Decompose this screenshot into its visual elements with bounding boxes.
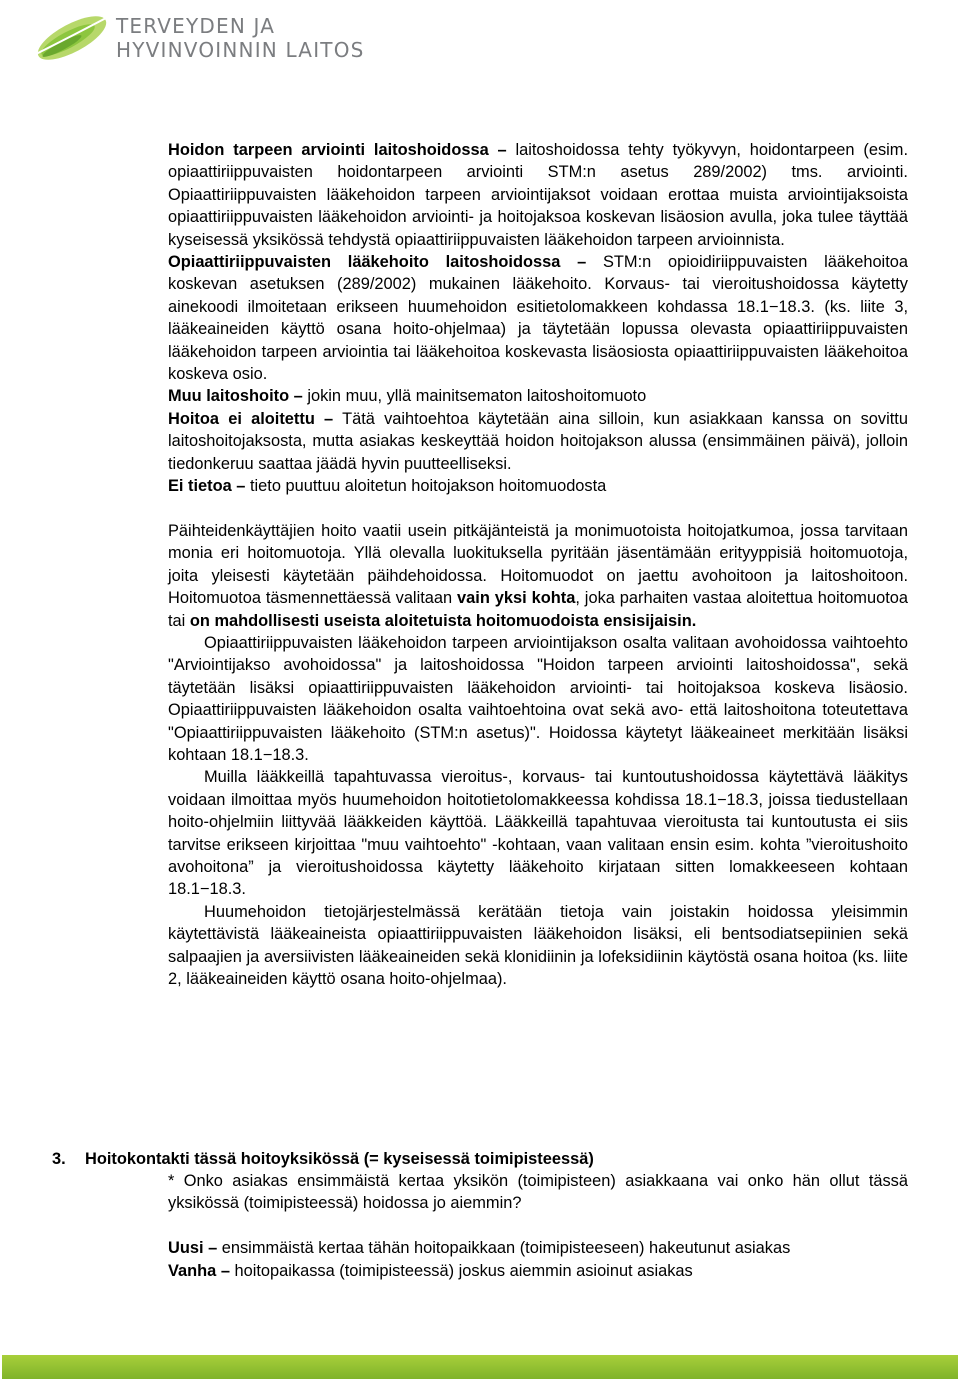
paragraph-huumehoidon-tietojarjestelma: Huumehoidon tietojärjestelmässä kerätään tietoja vain joistakin hoidossa yleisimmin käytettävistä lääkeaineista opiaattiriippuvaisten lääkehoidon lisäksi, eli bentsodiatsepiinien sekä salpaajien ja aversiivisten lääkeaineiden sekä klonidiinin ja lofeksidiinin käytöstä osana hoitoa (ks. liite 2, lääkeaineiden käyttö osana hoito-ohjelmaa). [168, 902, 908, 989]
section-question: * Onko asiakas ensimmäistä kertaa yksikön (toimipisteen) asiakkaana vai onko hän ollut tässä yksikössä (toimipisteessä) hoidossa jo aiemmin? [168, 1172, 908, 1213]
spacer [168, 498, 908, 520]
definition: ensimmäistä kertaa tähän hoitopaikkaan (toimipisteeseen) hakeutunut asiakas [217, 1239, 791, 1258]
paragraph-hoidon-tarpeen-arviointi [168, 139, 908, 251]
footer-bar [2, 1355, 958, 1379]
emphasis: vain yksi kohta [457, 589, 576, 608]
paragraph-paihteidenkayttajien-hoito [168, 520, 908, 632]
leaf-logo-icon [28, 4, 112, 64]
term: Hoitoa ei aloitettu – [168, 409, 334, 428]
definition: hoitopaikassa (toimipisteessä) joskus aiemmin asioinut asiakas [229, 1261, 693, 1280]
term: Ei tietoa – [168, 477, 246, 496]
section-number: 3. [52, 1150, 66, 1168]
term: Muu laitoshoito – [168, 387, 303, 406]
emphasis: on mahdollisesti useista aloitetuista hoitomuodoista ensisijaisin. [189, 611, 697, 630]
definition: laitoshoidossa tehty työkyvyn, hoidontarpeen (esim. opiaattiriippuvaisten hoidontarpeen arviointi STM:n asetus 289/2002) tms. arviointi. Opiaattiriippuvaisten lääkehoidon tarpeen arviointijaksot voidaan erottaa muista arviointijaksoista opiaattiriippuvaisten lääkehoidon arviointi- ja hoitojaksoa koskevan lisäosion avulla, joka tulee täyttää kyseisessä yksikössä tehdystä opiaattiriippuvaisten lääkehoidon tarpeen arvioinnista. [168, 141, 908, 249]
definition: STM:n opioidiriippuvaisten lääkehoitoa koskevan asetuksen (289/2002) mukainen lääkehoito. Korvaus- tai vieroitushoidossa käytetty ainekoodi ilmoitetaan erikseen huumehoidon esitietolomakkeen kohdassa 18.1−18.3. (ks. liite 3, lääkeaineiden käyttö osana hoito-ohjelmaa) ja täytetään lopussa olevasta opiaattiriippuvaisten lääkehoidon tarpeen arviointia tai lääkehoitoa koskevasta lisäosiosta opiaattiriippuvaisten lääkehoitoa koskeva osio. [168, 253, 908, 384]
thl-logo [28, 4, 428, 64]
spacer [168, 1215, 908, 1237]
definition: tieto puuttuu aloitetun hoitojakson hoitomuodosta [245, 477, 607, 496]
term: Opiaattiriippuvaisten lääkehoito laitoshoidossa – [168, 253, 587, 272]
section-3-heading [52, 1148, 912, 1170]
text: Päihteidenkäyttäjien hoito vaatii usein pitkäjänteistä ja monimuotoista hoitojatkumoa, jossa tarvitaan monia eri hoitomuotoja. Yllä olevalla luokituksella pyritään jäsentämään erityyppisiä hoitomuotoja, joita yleisesti käytetään päihdehoidossa. Hoitomuodot on jaettu avohoitoon ja laitoshoitoon. Hoitomuotoa täsmennettäessä valitaan [168, 521, 908, 608]
org-name-line1: TERVEYDEN JA [116, 14, 276, 38]
term: Hoidon tarpeen arviointi laitoshoidossa – [168, 141, 507, 159]
org-name-line2: HYVINVOINNIN LAITOS [116, 38, 365, 62]
term: Uusi – [168, 1239, 218, 1258]
paragraph-ei-tietoa [168, 475, 908, 497]
paragraph-muilla-laakkeilla: Muilla lääkkeillä tapahtuvassa vieroitus-, korvaus- tai kuntoutushoidossa käytettävä lääkitys voidaan ilmoittaa myös huumehoidon hoitotietolomakkeessa kohdissa 18.1−18.3, joissa tiedustellaan hoito-ohjelmiin liittyvää lääkkeiden käyttöä. Lääkkeillä tapahtuvaa vieroitusta tai kuntoutusta ei siis tarvitse erikseen kirjoittaa "muu vaihtoehto" -kohtaan, vaan valitaan ensin esim. kohta ”vieroitushoito avohoitona” ja vieroitushoidossa käytetty lääkehoito kirjataan sitten lomakkeeseen kohtaan 18.1−18.3. [168, 768, 908, 899]
paragraph-hoitoa-ei-aloitettu [168, 408, 908, 475]
definition: jokin muu, yllä mainitsematon laitoshoitomuoto [302, 387, 647, 406]
definition-vanha [168, 1260, 908, 1282]
paragraph-muu-laitoshoito [168, 385, 908, 407]
text: , joka parhaiten vastaa aloitettua hoitomuotoa tai [168, 589, 908, 630]
term: Vanha – [168, 1261, 230, 1280]
document-body [168, 139, 908, 990]
definition: Tätä vaihtoehtoa käytetään aina silloin, kun asiakkaan kanssa on sovittu laitoshoitojaksosta, mutta asiakas keskeyttää hoidon hoitojakson alussa (ensimmäinen päivä), jolloin tiedonkeruu saattaa jäädä hyvin puutteelliseksi. [168, 409, 908, 473]
paragraph-opiaattiriippuvaisten-laakehoito [168, 251, 908, 385]
section-title: Hoitokontakti tässä hoitoyksikössä (= kyseisessä toimipisteessä) [85, 1150, 594, 1168]
section-3-body [168, 1170, 908, 1282]
definition-uusi [168, 1237, 908, 1259]
paragraph-arviointijakso: Opiaattiriippuvaisten lääkehoidon tarpeen arviointijakson osalta valitaan avohoidossa vaihtoehto "Arviointijakso avohoidossa" ja laitoshoidossa "Hoidon tarpeen arviointi laitoshoidossa", sekä täytetään lisäksi opiaattiriippuvaisten lääkehoidon arviointi- tai hoitojaksoa koskeva lisäosio. Opiaattiriippuvaisten lääkehoidon osalta vaihtoehtoina ovat sekä avo- että laitoshoitona toteutettava "Opiaattiriippuvaisten lääkehoito (STM:n asetus)". Hoidossa käytetyt lääkeaineet merkitään lisäksi kohtaan 18.1−18.3. [168, 633, 908, 764]
